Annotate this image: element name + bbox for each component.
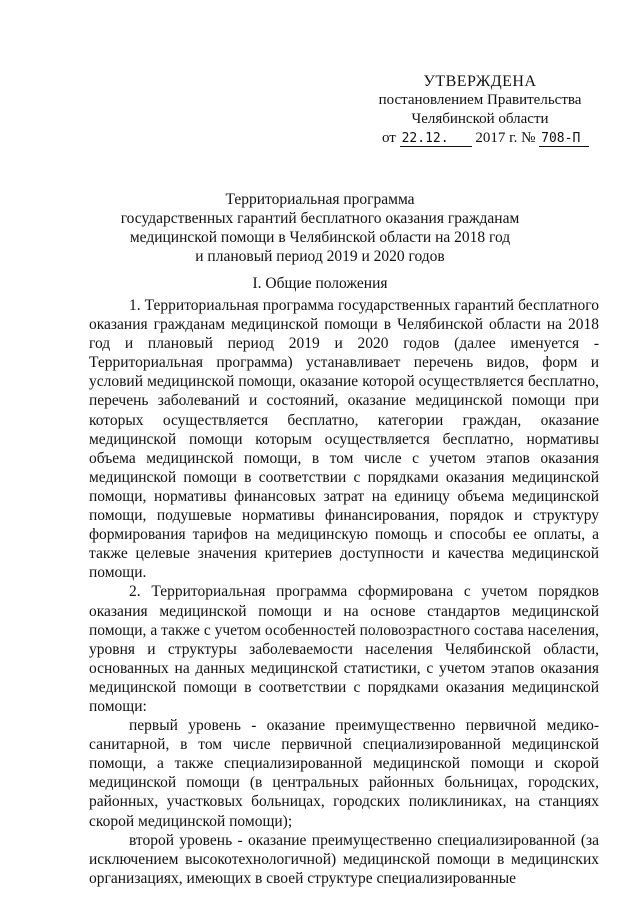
section-heading: I. Общие положения <box>252 275 388 292</box>
approval-number: 708-П <box>539 131 589 147</box>
paragraph: 1. Территориальная программа государственных гарантий бесплатного оказания гражданам медицинской помощи в Челябинской области на 2018 год и плановый период 2019 и 2020 годов (далее именуется - Территориальная программа) устанавливает перечень видов, форм и условий медицинской помощи, оказание которой осуществляется бесплатно, перечень заболеваний и состояний, оказание медицинской помощи при которых осуществляется бесплатно, категории граждан, оказание медицинской помощи которым осуществляется бесплатно, нормативы объема медицинской помощи, в том числе с учетом этапов оказания медицинской помощи в соответствии с порядками оказания медицинской помощи, нормативы финансовых затрат на единицу объема медицинской помощи, подушевые нормативы финансирования, порядок и структуру формирования тарифов на медицинскую помощь и способы ее оплаты, а также целевые значения критериев доступности и качества медицинской помощи. <box>89 297 599 582</box>
document-title-line: Территориальная программа <box>225 191 415 208</box>
approval-line-2: Челябинской области <box>411 111 549 127</box>
paragraph: второй уровень - оказание преимущественно специализированной (за исключением высокотехнологичной) медицинской помощи в медицинских организациях, имеющих в своей структуре специализированные <box>89 831 599 887</box>
approval-stamp <box>360 72 600 148</box>
approval-year-text: 2017 г. № <box>475 130 536 146</box>
document-title <box>90 190 550 266</box>
approval-title: УТВЕРЖДЕНА <box>423 73 537 90</box>
approval-date-line <box>360 129 600 148</box>
document-title-line: и плановый период 2019 и 2020 годов <box>195 248 445 265</box>
approval-date-prefix: от <box>382 130 396 146</box>
paragraph: первый уровень - оказание преимущественно первичной медико-санитарной, в том числе первичной специализированной медицинской помощи, а также специализированной медицинской помощи и скорой медицинской помощи (в центральных районных больницах, городских, районных, участковых больницах, городских поликлиниках, на станциях скорой медицинской помощи); <box>89 717 599 830</box>
approval-line-1: постановлением Правительства <box>378 92 582 108</box>
document-body <box>89 296 599 888</box>
document-title-line: медицинской помощи в Челябинской области на 2018 год <box>129 229 511 246</box>
approval-date: 22.12. <box>400 131 472 147</box>
paragraph: 2. Территориальная программа сформирована с учетом порядков оказания медицинской помощи и на основе стандартов медицинской помощи, а также с учетом особенностей половозрастного состава населения, уровня и структуры заболеваемости населения Челябинской области, основанных на данных медицинской статистики, с учетом этапов оказания медицинской помощи в соответствии с порядками оказания медицинской помощи: <box>89 583 599 715</box>
document-title-line: государственных гарантий бесплатного оказания гражданам <box>120 210 520 227</box>
